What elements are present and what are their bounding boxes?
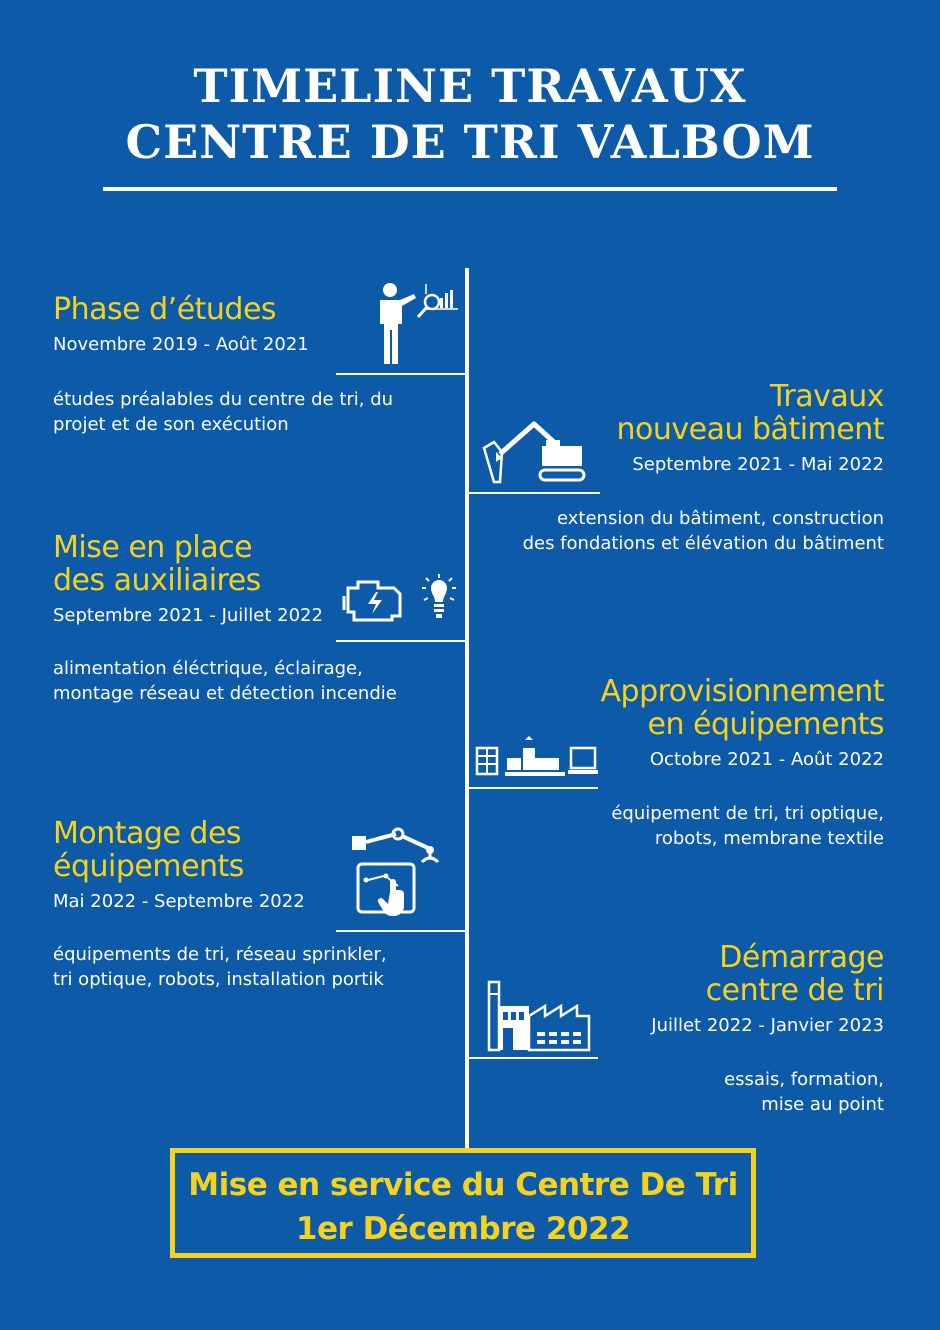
title-line-1: TIMELINE TRAVAUX [193, 59, 747, 113]
phase-title-line: équipements [53, 849, 244, 884]
phase-title-line: Travaux [769, 379, 884, 414]
commissioning-date: 1er Décembre 2022 [295, 1211, 631, 1247]
excavator-icon [482, 418, 588, 484]
phase-connector [336, 930, 466, 932]
phase-connector [469, 787, 598, 789]
phase-connector [336, 373, 466, 375]
phase-description [611, 801, 884, 851]
phase-dates: Septembre 2021 - Juillet 2022 [53, 605, 323, 626]
description-line: robots, membrane textile [654, 828, 884, 849]
phase-description [724, 1067, 884, 1117]
phase-description [53, 942, 387, 992]
robot-arm-tablet-icon [350, 826, 446, 926]
phase-title-line: des auxiliaires [53, 563, 261, 598]
sorting-equipment-icon [475, 736, 599, 778]
phase-dates: Septembre 2021 - Mai 2022 [632, 454, 884, 475]
timeline-spine [465, 268, 469, 1148]
description-line: des fondations et élévation du bâtiment [522, 533, 884, 554]
description-line: mise au point [761, 1094, 884, 1115]
phase-connector [336, 640, 466, 642]
phase-title-line: Démarrage [719, 940, 884, 975]
engine-lightbulb-icon [342, 574, 464, 630]
phase-title [601, 675, 885, 741]
commissioning-banner [170, 1148, 756, 1258]
phase-dates: Mai 2022 - Septembre 2022 [53, 891, 305, 912]
commissioning-title: Mise en service du Centre De Tri [188, 1167, 738, 1203]
phase-title [53, 293, 309, 326]
description-line: extension du bâtiment, construction [557, 508, 884, 529]
phase-title-line: Approvisionnement [600, 674, 884, 709]
phase-title-line: Phase d’études [53, 292, 277, 327]
presenter-chart-icon [370, 280, 462, 370]
phase-montage [53, 817, 305, 913]
description-line: études préalables du centre de tri, du [53, 389, 394, 410]
title-divider [103, 187, 837, 191]
description-line: équipement de tri, tri optique, [611, 803, 884, 824]
phase-dates: Octobre 2021 - Août 2022 [649, 749, 884, 770]
phase-title [616, 380, 884, 446]
description-line: montage réseau et détection incendie [53, 683, 397, 704]
phase-nouveau-batiment [616, 380, 884, 476]
phase-connector [469, 1057, 598, 1059]
phase-description [523, 506, 884, 556]
description-line: projet et de son exécution [53, 414, 289, 435]
phase-title-line: Montage des [53, 816, 242, 851]
description-line: équipements de tri, réseau sprinkler, [53, 944, 387, 965]
phase-title-line: centre de tri [705, 973, 884, 1008]
phase-title-line: nouveau bâtiment [616, 412, 884, 447]
phase-title [53, 817, 305, 883]
phase-dates: Juillet 2022 - Janvier 2023 [651, 1015, 884, 1036]
phase-approvisionnement [601, 675, 885, 771]
description-line: alimentation éléctrique, éclairage, [53, 658, 363, 679]
phase-description [53, 656, 397, 706]
page-title [0, 58, 940, 170]
phase-etudes [53, 293, 309, 356]
phase-demarrage [651, 941, 884, 1037]
description-line: tri optique, robots, installation portik [53, 969, 384, 990]
phase-dates: Novembre 2019 - Août 2021 [53, 334, 309, 355]
phase-title [651, 941, 884, 1007]
phase-title-line: Mise en place [53, 530, 253, 565]
title-line-2: CENTRE DE TRI VALBOM [125, 115, 815, 169]
phase-title [53, 531, 323, 597]
phase-description [53, 387, 393, 437]
phase-title-line: en équipements [647, 707, 884, 742]
phase-auxiliaires [53, 531, 323, 627]
phase-connector [469, 492, 600, 494]
description-line: essais, formation, [724, 1069, 884, 1090]
factory-icon [485, 980, 593, 1052]
